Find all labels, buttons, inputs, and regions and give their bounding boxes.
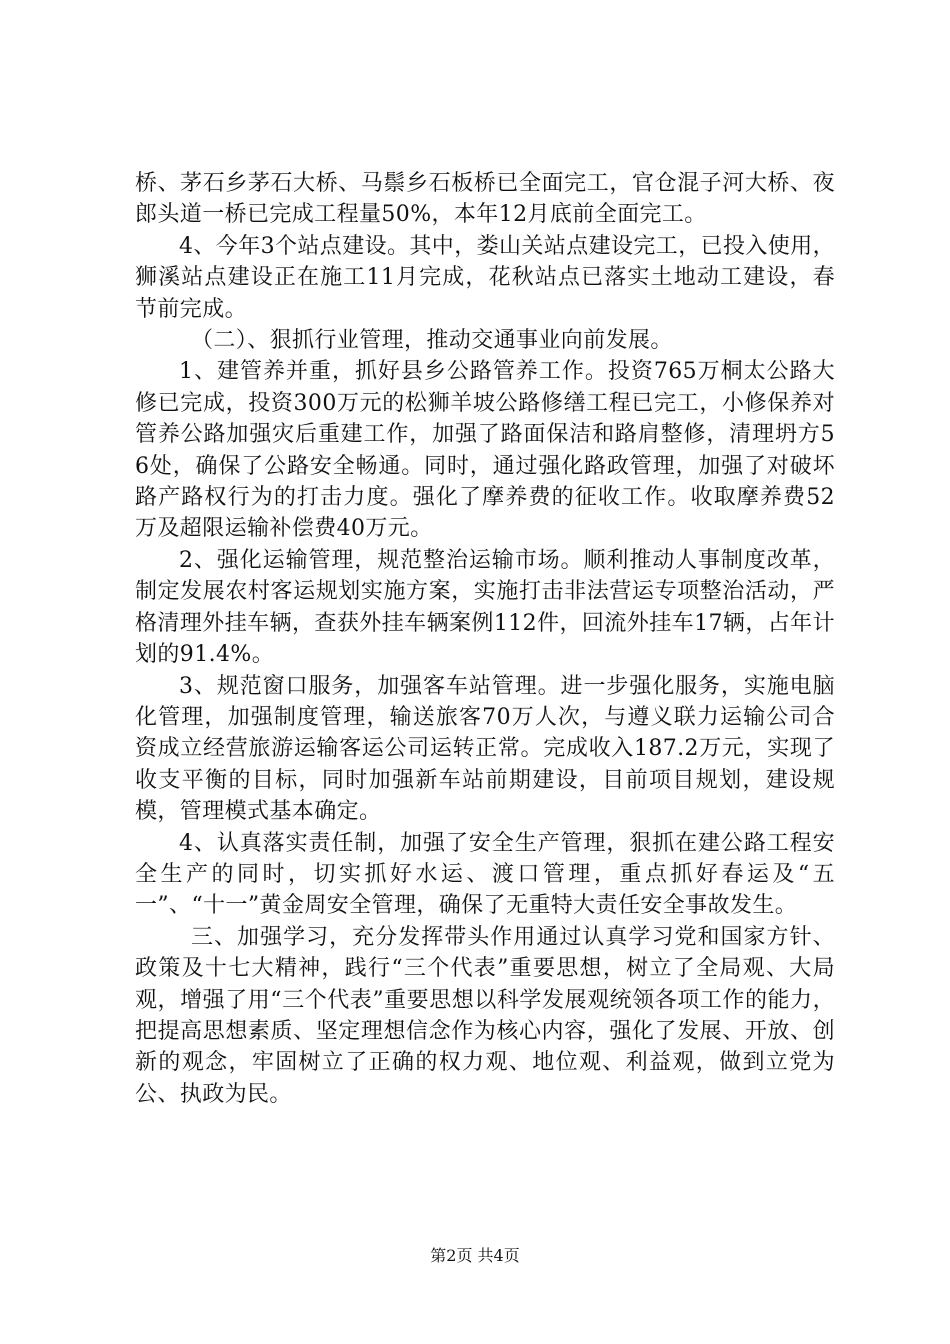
paragraph-stations: 4、今年3个站点建设。其中，娄山关站点建设完工，已投入使用，狮溪站点建设正在施工11月完成，花秋站点已落实土地动工建设，春节前完成。 [135, 233, 835, 322]
paragraph-road-maintenance: 1、建管养并重，抓好县乡公路管养工作。投资765万桐太公路大修已完成，投资300万元的松狮羊坡公路修缮工程已完工，小修保养对管养公路加强灾后重建工作，加强了路面保洁和路肩整修，清理坍方56处，确保了公路安全畅通。同时，通过强化路政管理，加强了对破坏路产路权行为的打击力度。强化了摩养费的征收工作。收取摩养费52万及超限运输补偿费40万元。 [135, 359, 835, 542]
paragraph-transport-management: 2、强化运输管理，规范整治运输市场。顺利推动人事制度改革，制定发展农村客运规划实施方案，实施打击非法营运专项整治活动，严格清理外挂车辆，查获外挂车辆案例112件，回流外挂车17辆，占年计划的91.4%。 [135, 547, 835, 668]
paragraph-bridges: 桥、茅石乡茅石大桥、马鬃乡石板桥已全面完工，官仓混子河大桥、夜郎头道一桥已完成工程量50%，本年12月底前全面完工。 [135, 171, 835, 228]
paragraph-strengthen-learning: 三、加强学习，充分发挥带头作用通过认真学习党和国家方针、政策及十七大精神，践行“三个代表”重要思想，树立了全局观、大局观，增强了用“三个代表”重要思想以科学发展观统领各项工作的能力，把提高思想素质、坚定理想信念作为核心内容，强化了发展、开放、创新的观念，牢固树立了正确的权力观、地位观、利益观，做到立党为公、执政为民。 [135, 924, 835, 1107]
section-heading-industry-management: （二）、狠抓行业管理，推动交通事业向前发展。 [191, 328, 673, 354]
page-footer: 第2页 共4页 [430, 1246, 520, 1265]
document-body [135, 168, 835, 1110]
paragraph-safety-responsibility: 4、认真落实责任制，加强了安全生产管理，狠抓在建公路工程安全生产的同时，切实抓好水运、渡口管理，重点抓好春运及“五一”、“十一”黄金周安全管理，确保了无重特大责任安全事故发生。 [135, 830, 835, 919]
paragraph-window-service: 3、规范窗口服务，加强客车站管理。进一步强化服务，实施电脑化管理，加强制度管理，输送旅客70万人次，与遵义联力运输公司合资成立经营旅游运输客运公司运转正常。完成收入187.2万元，实现了收支平衡的目标，同时加强新车站前期建设，目前项目规划，建设规模，管理模式基本确定。 [135, 673, 835, 825]
